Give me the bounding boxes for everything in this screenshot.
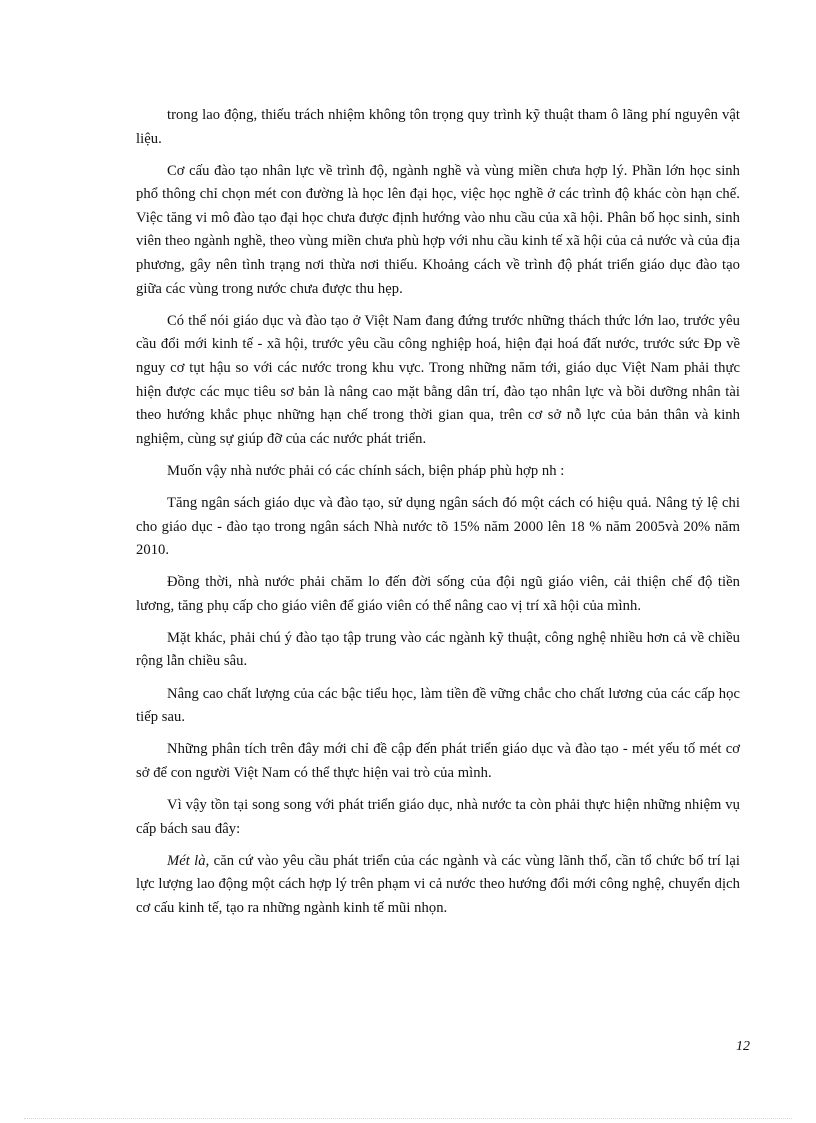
paragraph: [136, 160, 740, 302]
paragraph-text: Cơ cấu đào tạo nhân lực về trình độ, ngành nghề và vùng miền chưa hợp lý. Phần lớn học sinh phổ thông chỉ chọn mét con đường là học lên đại học, việc học nghề ở các trình độ khác còn hạn chế. Việc tăng vi mô đào tạo đại học chưa được định hướng vào nhu cầu của xã hội. Phân bố học sinh, sinh viên theo ngành nghề, theo vùng miền chưa phù hợp với nhu cầu kinh tế xã hội của cả nước và của địa phương, gây nên tình trạng nơi thừa nơi thiếu. Khoảng cách về trình độ phát triển giáo dục đào tạo giữa các vùng trong nước chưa được thu hẹp.: [136, 162, 740, 297]
paragraph-text: Đồng thời, nhà nước phải chăm lo đến đời sống của đội ngũ giáo viên, cải thiện chế độ tiền lương, tăng phụ cấp cho giáo viên để giáo viên có thể nâng cao vị trí xã hội của mình.: [136, 574, 740, 614]
paragraph: [136, 627, 740, 674]
paragraph: [136, 310, 740, 452]
paragraph: [136, 492, 740, 563]
page-bottom-divider: [24, 1118, 792, 1119]
page-number: 12: [736, 1039, 750, 1054]
paragraph-text: , căn cứ vào yêu cầu phát triển của các ngành và các vùng lãnh thổ, cần tổ chức bố trí lại lực lượng lao động một cách hợp lý trên phạm vi cả nước theo hướng đổi mới công nghệ, chuyển dịch cơ cấu kinh tế, tạo ra những ngành kinh tế mũi nhọn.: [136, 852, 740, 916]
paragraph: [136, 104, 740, 151]
paragraph: [136, 571, 740, 618]
paragraph-text: Vì vậy tồn tại song song với phát triển giáo dục, nhà nước ta còn phải thực hiện những nhiệm vụ cấp bách sau đây:: [136, 796, 740, 837]
paragraph-lead: Mét là: [167, 852, 206, 869]
paragraph-text: Mặt khác, phải chú ý đào tạo tập trung vào các ngành kỹ thuật, công nghệ nhiều hơn cả về chiều rộng lẫn chiều sâu.: [136, 629, 740, 670]
paragraph-text: Có thể nói giáo dục và đào tạo ở Việt Nam đang đứng trước những thách thức lớn lao, trước yêu cầu đổi mới kinh tế - xã hội, trước yêu cầu công nghiệp hoá, hiện đại hoá đất nước, trước sức Ðp về nguy cơ tụt hậu so với các nước trong khu vực. Trong những năm tới, giáo dục Việt Nam phải thực hiện được các mục tiêu sơ bản là nâng cao mặt bằng dân trí, đào tạo nhân lực và bồi dưỡng nhân tài theo hướng khắc phục những hạn chế trong thời gian qua, trên cơ sở nỗ lực của bản thân và kinh nghiệm, cùng sự giúp đỡ của các nước phát triển.: [136, 312, 740, 447]
paragraph-text: Muốn vậy nhà nước phải có các chính sách, biện pháp phù hợp nh :: [167, 462, 565, 479]
paragraph: [136, 460, 740, 484]
paragraph: [136, 738, 740, 785]
paragraph: [136, 850, 740, 921]
body-text: [136, 104, 740, 929]
paragraph: [136, 683, 740, 730]
paragraph: [136, 794, 740, 841]
paragraph-text: Tăng ngân sách giáo dục và đào tạo, sử dụng ngân sách đó một cách có hiệu quả. Nâng tỷ lệ chi cho giáo dục - đào tạo trong ngân sách Nhà nước tõ 15% năm 2000 lên 18 % năm 2005và 20% năm 2010.: [136, 494, 740, 559]
paragraph-text: Nâng cao chất lượng của các bậc tiểu học, làm tiền đề vững chắc cho chất lương của các cấp học tiếp sau.: [136, 685, 740, 726]
paragraph-text: Những phân tích trên đây mới chỉ đề cập đến phát triển giáo dục và đào tạo - mét yếu tố mét cơ sở để con người Việt Nam có thể thực hiện vai trò của mình.: [136, 741, 740, 781]
paragraph-text: trong lao động, thiếu trách nhiệm không tôn trọng quy trình kỹ thuật tham ô lãng phí nguyên vật liệu.: [136, 107, 740, 147]
